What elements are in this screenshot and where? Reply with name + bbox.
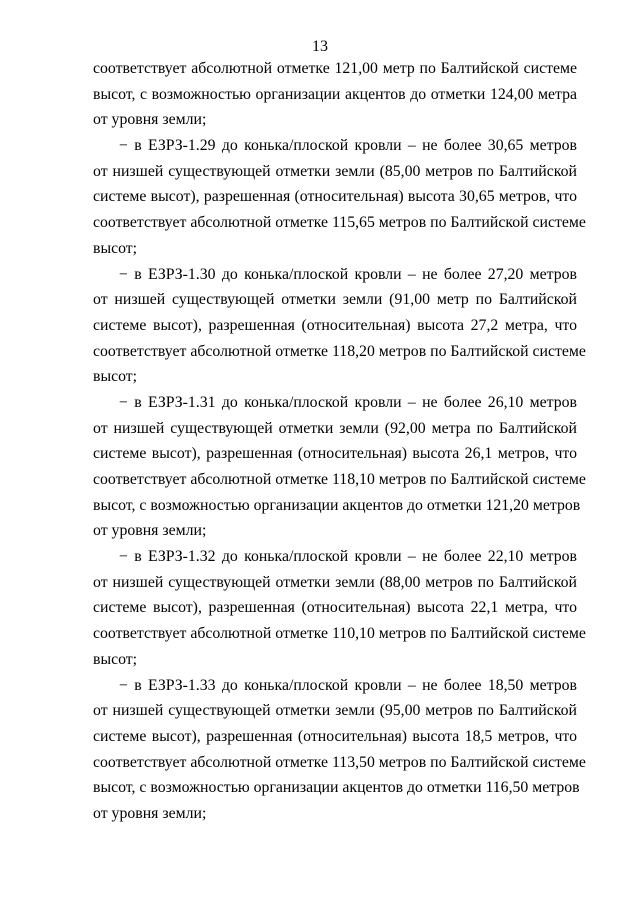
text-line: соответствует абсолютной отметке 121,00 метр по Балтийской системе: [93, 60, 577, 77]
text-line: от низшей существующей отметки земли (85,00 метров по Балтийской: [93, 162, 577, 180]
document-body: [93, 56, 586, 827]
text-line: высот, с возможностью организации акцентов до отметки 121,20 метров: [93, 496, 581, 514]
text-line: от низшей существующей отметки земли (91,00 метр по Балтийской: [93, 291, 577, 309]
text-line: высот, с возможностью организации акцентов до отметки 116,50 метров: [93, 779, 580, 797]
text-line: − в ЕЗРЗ-1.32 до конька/плоской кровли – не более 22,10 метров: [119, 548, 577, 566]
text-line: − в ЕЗРЗ-1.31 до конька/плоской кровли – не более 26,10 метров: [119, 393, 577, 411]
text-line: от низшей существующей отметки земли (95,00 метров по Балтийской: [93, 702, 577, 720]
text-line: от уровня земли;: [93, 522, 207, 540]
text-line: высот;: [93, 650, 138, 668]
text-line: высот;: [93, 368, 138, 386]
text-line: − в ЕЗРЗ-1.29 до конька/плоской кровли – не более 30,65 метров: [119, 137, 577, 155]
text-line: соответствует абсолютной отметке 113,50 метров по Балтийской системе: [93, 753, 586, 771]
text-line: − в ЕЗРЗ-1.33 до конька/плоской кровли – не более 18,50 метров: [119, 676, 577, 694]
text-line: системе высот), разрешенная (относительная) высота 26,1 метров, что: [93, 445, 577, 463]
text-line: − в ЕЗРЗ-1.30 до конька/плоской кровли – не более 27,20 метров: [119, 265, 577, 283]
text-line: от уровня земли;: [93, 111, 207, 129]
text-line: системе высот), разрешенная (относительная) высота 27,2 метра, что: [93, 316, 577, 334]
text-line: системе высот), разрешенная (относительная) высота 18,5 метров, что: [93, 727, 577, 745]
text-line: соответствует абсолютной отметке 115,65 метров по Балтийской системе: [93, 214, 586, 232]
text-line: высот, с возможностью организации акцентов до отметки 124,00 метра: [93, 85, 577, 103]
text-line: системе высот), разрешенная (относительная) высота 22,1 метра, что: [93, 599, 577, 617]
page-number: 13: [312, 38, 328, 55]
text-line: соответствует абсолютной отметке 118,10 метров по Балтийской системе: [93, 471, 586, 488]
text-line: соответствует абсолютной отметке 118,20 метров по Балтийской системе: [93, 342, 586, 360]
text-line: от уровня земли;: [93, 804, 207, 822]
text-line: от низшей существующей отметки земли (88,00 метров по Балтийской: [93, 573, 577, 591]
text-line: высот;: [93, 239, 138, 257]
text-line: соответствует абсолютной отметке 110,10 метров по Балтийской системе: [93, 625, 586, 643]
text-line: от низшей существующей отметки земли (92,00 метра по Балтийской: [93, 419, 577, 437]
text-line: системе высот), разрешенная (относительная) высота 30,65 метров, что: [93, 188, 577, 206]
